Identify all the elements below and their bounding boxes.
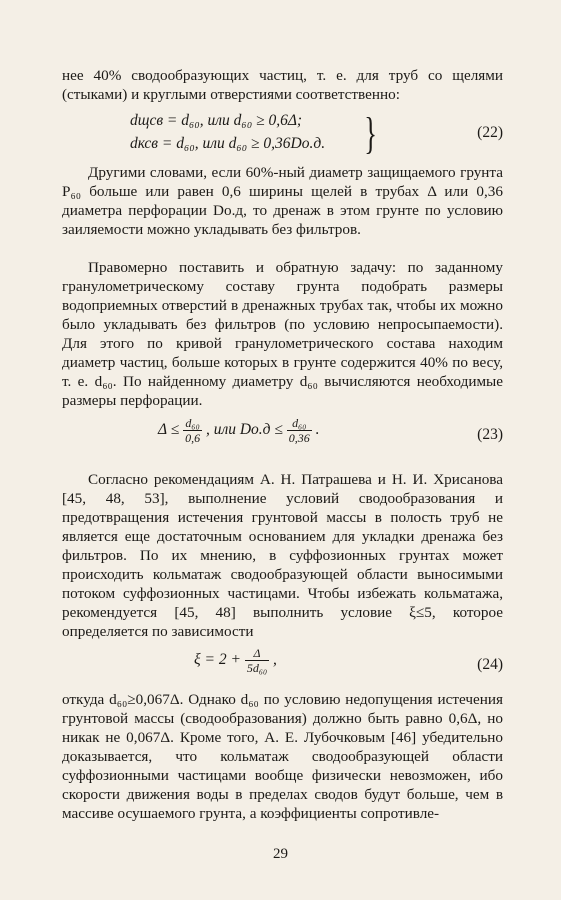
formula-24 [62,646,503,686]
paragraph-2: Другими словами, если 60%-ный диаметр защищаемого грунта P₆₀ больше или равен 0,6 ширины щелей в трубах Δ или 0,36 диаметра перфорации Dо.д, то дренаж в этом грунте по условию заиляемости можно укладывать без фильтров. [62,164,503,238]
formula-23-end: . [315,421,320,439]
formula-24-fraction: $\frac{\Delta}{\text{5d₆₀}}$ [246,646,268,675]
formula-24-left: ξ = 2 + [194,651,241,669]
equation-number-23: (23) [477,426,503,443]
equation-number-24: (24) [477,656,503,673]
formula-23-mid: , или Dо.д ≤ [205,421,283,439]
paragraph-5: откуда d₆₀≥0,067Δ. Однако d₆₀ по условию недопущения истечения грунтовой массы (сводообразования) должно быть равно 0,6Δ, но никак не 0,067Δ. Кроме того, А. Е. Лубочковым [46] убедительно доказывается, что кольматаж сводообразующей области суффозионными частицами вообще физически невозможен, ибо скорости движения воды в пределах сводов будут больше, чем в массиве осушаемого грунта, а коэффициенты сопротивле- [62,691,503,822]
formula-23 [62,416,503,456]
formula-22-line-1: dщсв = d₆₀, или d₆₀ ≥ 0,6Δ; [130,112,303,129]
paragraph-1: нее 40% сводообразующих частиц, т. е. для труб со щелями (стыками) и круглыми отверстиями соответственно: [62,67,503,103]
formula-24-end: , [273,651,277,669]
paragraph-4: Согласно рекомендациям А. Н. Патрашева и Н. И. Хрисанова [45, 48, 53], выполнение условий сводообразования и предотвращения истечения грунтовой массы в полость труб не является еще достаточным основанием для укладки дренажа без фильтров. По их мнению, в суффозионных грунтах может происходить кольматаж сводообразующей области выносимыми потоком суффозионных частицами. Чтобы избежать кольматажа, рекомендуется [45, 48] выполнить условие ξ≤5, которое определяется по зависимости [62,471,503,640]
formula-23-fraction-1: $\frac{\text{d₆₀}}{0,6}$ [185,416,201,445]
formula-brace: } [364,109,377,158]
formula-23-fraction-2: $\frac{\text{d₆₀}}{0,36}$ [288,416,310,445]
formula-22 [62,109,503,160]
page-number: 29 [273,846,288,862]
formula-23-left: Δ ≤ [158,421,180,439]
formula-22-line-2: dксв = d₆₀, или d₆₀ ≥ 0,36Dо.д. [130,135,326,152]
paragraph-3: Правомерно поставить и обратную задачу: по заданному гранулометрическому составу грунта подобрать размеры водоприемных отверстий в дренажных трубах так, чтобы их можно было укладывать без фильтров (по условию непросыпаемости). Для этого по кривой гранулометрического состава находим диаметр частиц, больше которых в грунте содержится 40% по весу, т. е. d₆₀. По найденному диаметру d₆₀ вычисляются необходимые размеры перфорации. [62,259,503,409]
equation-number-22: (22) [477,124,503,141]
